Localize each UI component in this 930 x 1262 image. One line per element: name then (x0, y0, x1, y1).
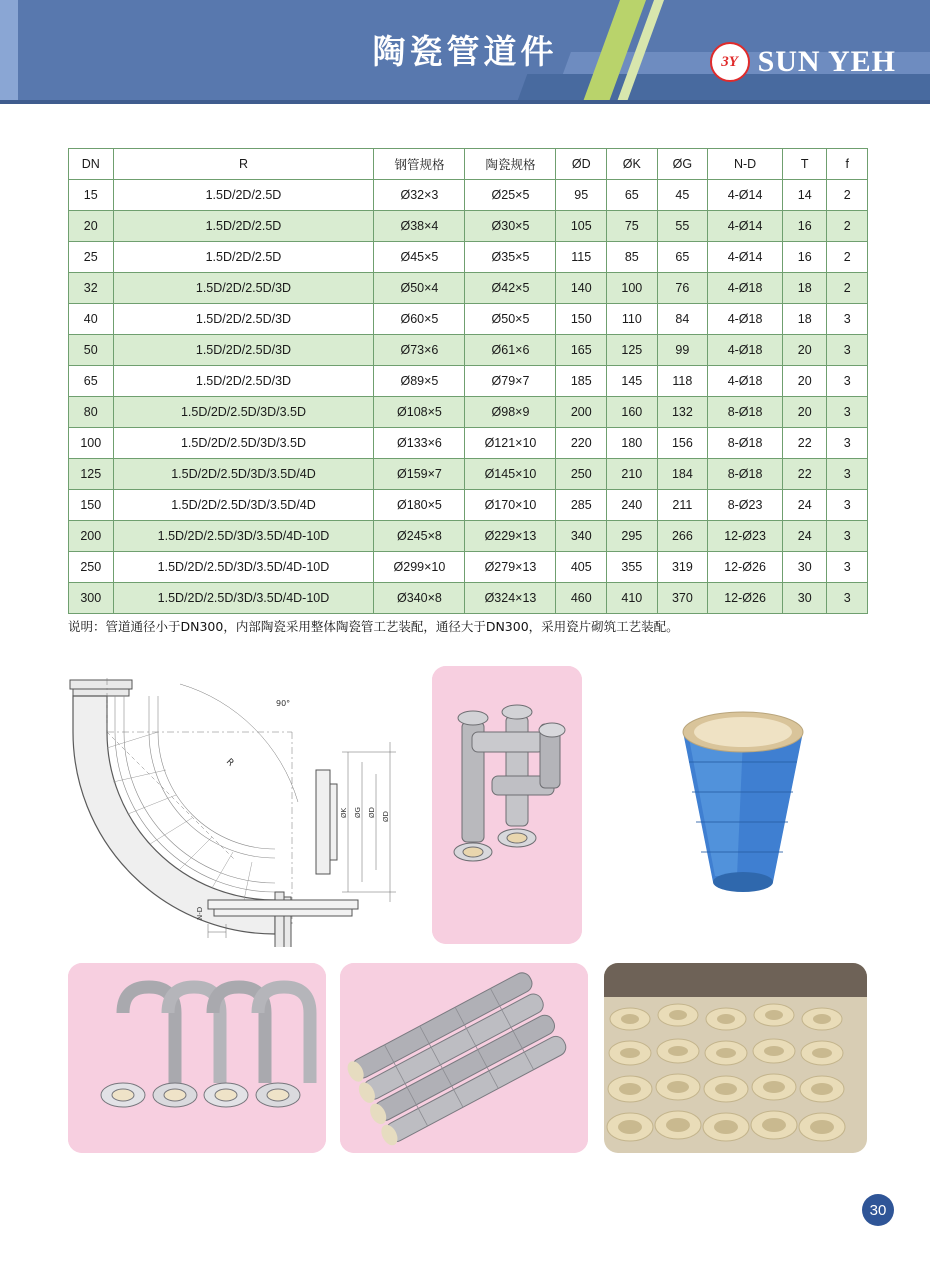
cell-nd: 4-Ø18 (708, 273, 783, 304)
cell-nd: 8-Ø18 (708, 428, 783, 459)
table-row (69, 366, 868, 397)
page-number-badge: 30 (862, 1194, 894, 1226)
cell-og: 184 (657, 459, 708, 490)
cell-nd: 4-Ø18 (708, 304, 783, 335)
cell-f: 2 (827, 273, 868, 304)
cell-nd: 12-Ø26 (708, 552, 783, 583)
cell-og: 211 (657, 490, 708, 521)
cell-r: 1.5D/2D/2.5D/3D/3.5D/4D-10D (113, 521, 374, 552)
column-header-dn: DN (69, 149, 114, 180)
cell-f: 3 (827, 304, 868, 335)
table-row (69, 428, 868, 459)
cell-od: 340 (556, 521, 607, 552)
cell-t: 22 (782, 459, 827, 490)
cell-f: 3 (827, 552, 868, 583)
cell-steel: Ø245×8 (374, 521, 465, 552)
cell-t: 18 (782, 273, 827, 304)
cell-r: 1.5D/2D/2.5D/3D/3.5D/4D-10D (113, 583, 374, 614)
cell-nd: 4-Ø14 (708, 180, 783, 211)
cell-dn: 125 (69, 459, 114, 490)
brand-logo (710, 42, 896, 82)
cell-ceramic: Ø50×5 (465, 304, 556, 335)
table-body (69, 180, 868, 614)
svg-text:ØK: ØK (340, 807, 348, 818)
elbow-technical-drawing (30, 662, 420, 947)
cell-dn: 32 (69, 273, 114, 304)
photo-ceramic-lined-reducer-cone (597, 666, 880, 944)
cell-t: 14 (782, 180, 827, 211)
cell-r: 1.5D/2D/2.5D (113, 211, 374, 242)
table-row (69, 180, 868, 211)
cell-ok: 65 (607, 180, 658, 211)
cell-t: 20 (782, 397, 827, 428)
cell-ok: 240 (607, 490, 658, 521)
table-row (69, 583, 868, 614)
cell-od: 460 (556, 583, 607, 614)
straight-pipes-illustration (340, 963, 588, 1153)
cell-od: 165 (556, 335, 607, 366)
table-row (69, 273, 868, 304)
cell-dn: 65 (69, 366, 114, 397)
cell-r: 1.5D/2D/2.5D/3D/3.5D/4D (113, 490, 374, 521)
table-row (69, 397, 868, 428)
cell-dn: 15 (69, 180, 114, 211)
cell-steel: Ø108×5 (374, 397, 465, 428)
cell-dn: 300 (69, 583, 114, 614)
cell-t: 20 (782, 366, 827, 397)
cell-og: 76 (657, 273, 708, 304)
cell-dn: 250 (69, 552, 114, 583)
cell-og: 118 (657, 366, 708, 397)
cell-t: 18 (782, 304, 827, 335)
cell-og: 156 (657, 428, 708, 459)
cell-dn: 100 (69, 428, 114, 459)
svg-text:N-D: N-D (196, 906, 204, 920)
cell-ok: 75 (607, 211, 658, 242)
cell-t: 20 (782, 335, 827, 366)
cell-od: 185 (556, 366, 607, 397)
cell-r: 1.5D/2D/2.5D/3D (113, 366, 374, 397)
column-header-ceramic: 陶瓷规格 (465, 149, 556, 180)
logo-wordmark: SUN YEH (757, 45, 896, 78)
cell-ok: 160 (607, 397, 658, 428)
page-header (0, 0, 930, 104)
cell-og: 99 (657, 335, 708, 366)
cell-ok: 295 (607, 521, 658, 552)
tee-assembly-illustration (432, 666, 582, 944)
cell-steel: Ø180×5 (374, 490, 465, 521)
table-row (69, 521, 868, 552)
cell-ceramic: Ø98×9 (465, 397, 556, 428)
column-header-ok: ØK (607, 149, 658, 180)
cell-dn: 80 (69, 397, 114, 428)
column-header-og: ØG (657, 149, 708, 180)
cell-ceramic: Ø279×13 (465, 552, 556, 583)
cell-steel: Ø299×10 (374, 552, 465, 583)
elbow-drawing-svg (30, 662, 420, 947)
cell-r: 1.5D/2D/2.5D (113, 180, 374, 211)
cell-steel: Ø60×5 (374, 304, 465, 335)
cell-t: 16 (782, 242, 827, 273)
cell-r: 1.5D/2D/2.5D (113, 242, 374, 273)
table-note: 说明：管道通径小于DN300，内部陶瓷采用整体陶瓷管工艺装配，通径大于DN300，采用瓷片砌筑工艺装配。 (68, 619, 679, 634)
cell-steel: Ø73×6 (374, 335, 465, 366)
cell-od: 200 (556, 397, 607, 428)
table-row (69, 552, 868, 583)
svg-text:ØG: ØG (354, 807, 362, 818)
photo-ceramic-ring-stack (604, 963, 867, 1153)
page-title: 陶瓷管道件 (372, 32, 558, 71)
cell-ok: 125 (607, 335, 658, 366)
cell-nd: 12-Ø23 (708, 521, 783, 552)
cell-ceramic: Ø121×10 (465, 428, 556, 459)
cell-ok: 210 (607, 459, 658, 490)
cell-r: 1.5D/2D/2.5D/3D/3.5D (113, 428, 374, 459)
cell-f: 3 (827, 490, 868, 521)
cell-og: 84 (657, 304, 708, 335)
specification-table (68, 148, 868, 614)
cell-ceramic: Ø35×5 (465, 242, 556, 273)
cell-t: 22 (782, 428, 827, 459)
cell-r: 1.5D/2D/2.5D/3D (113, 335, 374, 366)
cell-od: 285 (556, 490, 607, 521)
cell-og: 132 (657, 397, 708, 428)
cell-f: 3 (827, 335, 868, 366)
specification-table-wrapper (68, 148, 868, 614)
cell-f: 3 (827, 366, 868, 397)
cell-nd: 8-Ø18 (708, 397, 783, 428)
cell-t: 30 (782, 552, 827, 583)
column-header-f: f (827, 149, 868, 180)
svg-text:R: R (223, 757, 236, 769)
cell-f: 3 (827, 459, 868, 490)
column-header-nd: N-D (708, 149, 783, 180)
cell-dn: 20 (69, 211, 114, 242)
cell-od: 220 (556, 428, 607, 459)
cell-f: 3 (827, 397, 868, 428)
cell-ceramic: Ø42×5 (465, 273, 556, 304)
cell-steel: Ø38×4 (374, 211, 465, 242)
svg-text:ØD: ØD (368, 807, 376, 818)
cell-nd: 4-Ø18 (708, 366, 783, 397)
cell-f: 3 (827, 428, 868, 459)
cell-ok: 410 (607, 583, 658, 614)
cell-ok: 85 (607, 242, 658, 273)
cell-ceramic: Ø145×10 (465, 459, 556, 490)
cell-nd: 8-Ø23 (708, 490, 783, 521)
cell-steel: Ø133×6 (374, 428, 465, 459)
table-row (69, 459, 868, 490)
svg-text:90°: 90° (276, 699, 291, 708)
photo-ceramic-lined-elbow-group (68, 963, 326, 1153)
cell-r: 1.5D/2D/2.5D/3D (113, 273, 374, 304)
column-header-r: R (113, 149, 374, 180)
cell-ok: 145 (607, 366, 658, 397)
cell-ceramic: Ø25×5 (465, 180, 556, 211)
ceramic-ring-stack-illustration (604, 963, 867, 1153)
photo-ceramic-lined-tee-assembly (432, 666, 582, 944)
cell-f: 2 (827, 211, 868, 242)
cell-og: 65 (657, 242, 708, 273)
column-header-od: ØD (556, 149, 607, 180)
cell-steel: Ø50×4 (374, 273, 465, 304)
cell-od: 95 (556, 180, 607, 211)
cell-ok: 100 (607, 273, 658, 304)
cell-og: 45 (657, 180, 708, 211)
cell-ok: 180 (607, 428, 658, 459)
cell-r: 1.5D/2D/2.5D/3D/3.5D/4D-10D (113, 552, 374, 583)
cell-steel: Ø159×7 (374, 459, 465, 490)
cell-od: 115 (556, 242, 607, 273)
cell-t: 30 (782, 583, 827, 614)
cell-og: 370 (657, 583, 708, 614)
table-row (69, 490, 868, 521)
cell-od: 250 (556, 459, 607, 490)
table-header-row (69, 149, 868, 180)
table-row (69, 304, 868, 335)
reducer-cone-illustration (597, 666, 880, 944)
elbow-group-illustration (68, 963, 326, 1153)
cell-nd: 12-Ø26 (708, 583, 783, 614)
cell-od: 405 (556, 552, 607, 583)
cell-ceramic: Ø79×7 (465, 366, 556, 397)
cell-nd: 4-Ø14 (708, 211, 783, 242)
table-header (69, 149, 868, 180)
logo-mark-icon: 3Y (710, 42, 750, 82)
cell-dn: 50 (69, 335, 114, 366)
cell-f: 3 (827, 521, 868, 552)
cell-ceramic: Ø30×5 (465, 211, 556, 242)
cell-od: 105 (556, 211, 607, 242)
header-bottom-rule (0, 100, 930, 104)
cell-dn: 40 (69, 304, 114, 335)
cell-f: 3 (827, 583, 868, 614)
cell-steel: Ø32×3 (374, 180, 465, 211)
column-header-steel: 钢管规格 (374, 149, 465, 180)
cell-ceramic: Ø61×6 (465, 335, 556, 366)
cell-nd: 4-Ø14 (708, 242, 783, 273)
cell-steel: Ø45×5 (374, 242, 465, 273)
cell-t: 24 (782, 521, 827, 552)
column-header-t: T (782, 149, 827, 180)
cell-og: 266 (657, 521, 708, 552)
cell-ceramic: Ø170×10 (465, 490, 556, 521)
cell-ok: 110 (607, 304, 658, 335)
cell-steel: Ø340×8 (374, 583, 465, 614)
photo-ceramic-lined-straight-pipes (340, 963, 588, 1153)
table-row (69, 335, 868, 366)
cell-og: 55 (657, 211, 708, 242)
cell-ok: 355 (607, 552, 658, 583)
cell-ceramic: Ø229×13 (465, 521, 556, 552)
cell-od: 150 (556, 304, 607, 335)
cell-dn: 150 (69, 490, 114, 521)
cell-r: 1.5D/2D/2.5D/3D/3.5D (113, 397, 374, 428)
cell-f: 2 (827, 180, 868, 211)
cell-f: 2 (827, 242, 868, 273)
cell-steel: Ø89×5 (374, 366, 465, 397)
table-row (69, 211, 868, 242)
cell-t: 24 (782, 490, 827, 521)
cell-nd: 4-Ø18 (708, 335, 783, 366)
cell-dn: 25 (69, 242, 114, 273)
cell-r: 1.5D/2D/2.5D/3D (113, 304, 374, 335)
svg-text:ØD: ØD (382, 811, 390, 822)
cell-r: 1.5D/2D/2.5D/3D/3.5D/4D (113, 459, 374, 490)
table-row (69, 242, 868, 273)
cell-ceramic: Ø324×13 (465, 583, 556, 614)
cell-dn: 200 (69, 521, 114, 552)
cell-od: 140 (556, 273, 607, 304)
cell-og: 319 (657, 552, 708, 583)
cell-t: 16 (782, 211, 827, 242)
cell-nd: 8-Ø18 (708, 459, 783, 490)
